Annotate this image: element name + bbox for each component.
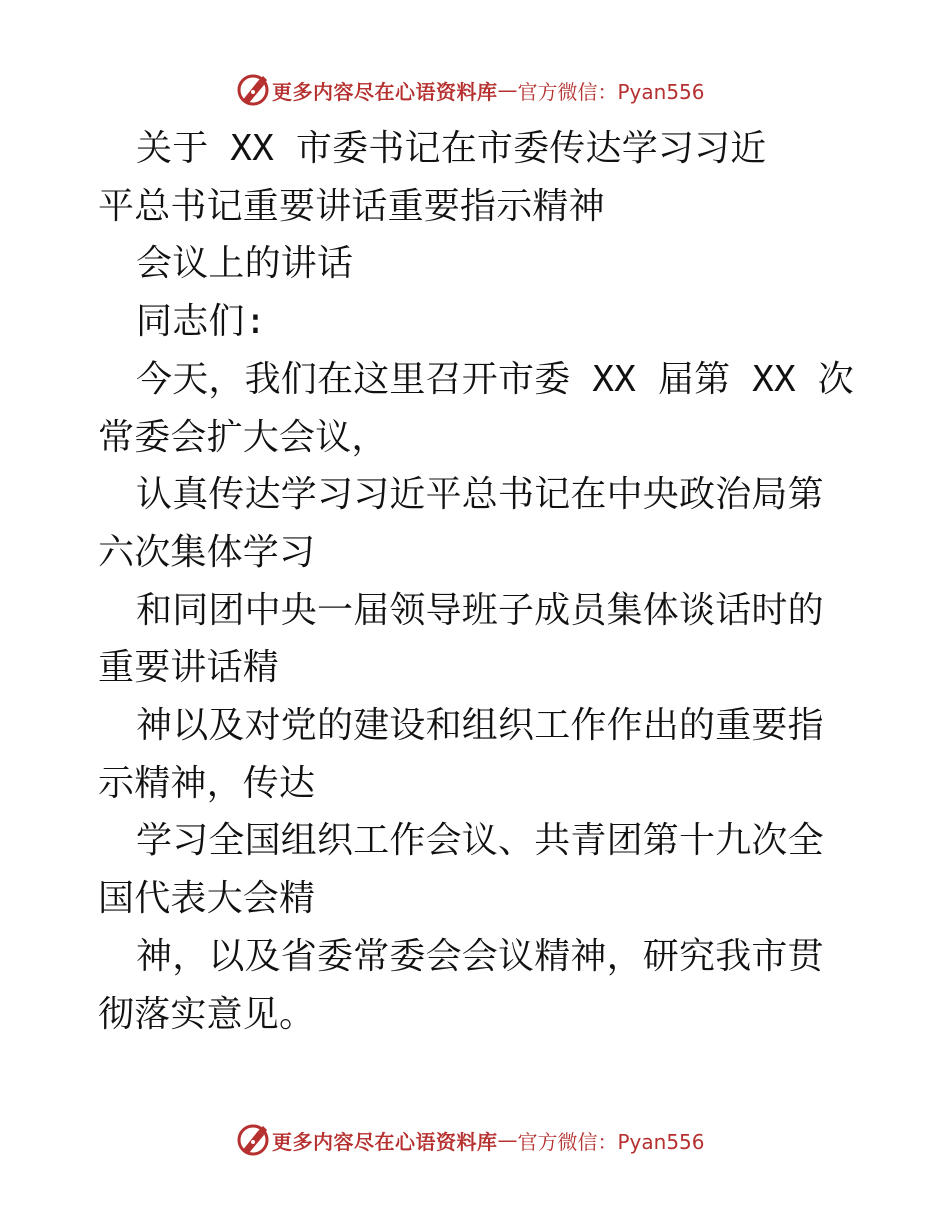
banner-wechat-text: 官方微信：Pyan556: [517, 79, 705, 104]
document-title: 关于 XX 市委书记在市委传达学习习近平总书记重要讲话重要指示精神: [98, 128, 767, 227]
paragraph: 学习全国组织工作会议、共青团第十九次全国代表大会精: [98, 820, 824, 920]
banner-dash: —: [497, 78, 518, 102]
document-body: [98, 120, 854, 1043]
pen-nib-logo-icon: [236, 1123, 270, 1157]
pen-nib-logo-icon: [236, 73, 270, 107]
footer-watermark-banner: [236, 1123, 705, 1157]
paragraph: 和同团中央一届领导班子成员集体谈话时的重要讲话精: [98, 589, 824, 689]
banner-main-text: 更多内容尽在心语资料库: [272, 79, 498, 104]
paragraph: 神以及对党的建设和组织工作作出的重要指示精神，传达: [98, 705, 824, 804]
banner-main-text: 更多内容尽在心语资料库: [272, 1129, 498, 1154]
document-subtitle: 会议上的讲话: [136, 243, 354, 285]
paragraph: 认真传达学习习近平总书记在中央政治局第六次集体学习: [98, 474, 824, 573]
banner-dash: —: [497, 1128, 518, 1152]
header-watermark-banner: [236, 73, 705, 107]
salutation: 同志们:: [136, 301, 267, 343]
paragraph: 今天，我们在这里召开市委 XX 届第 XX 次常委会扩大会议，: [98, 358, 854, 458]
paragraph: 神，以及省委常委会会议精神，研究我市贯彻落实意见。: [98, 935, 824, 1035]
banner-wechat-text: 官方微信：Pyan556: [517, 1129, 705, 1154]
